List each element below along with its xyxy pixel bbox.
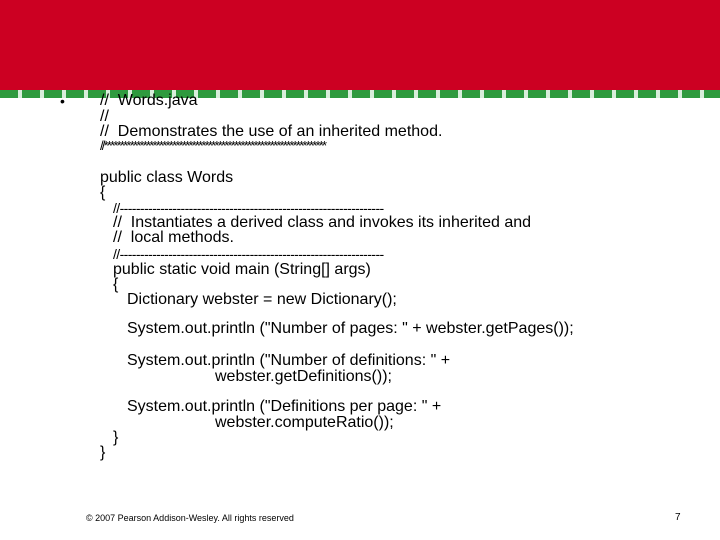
code-line: System.out.println ("Number of definitions: " +	[127, 352, 451, 369]
code-line: System.out.println ("Number of pages: " + webster.getPages());	[127, 320, 574, 337]
page-number: 7	[675, 512, 681, 523]
code-line: // Instantiates a derived class and invokes its inherited and	[113, 214, 532, 231]
code-line: //	[100, 108, 109, 125]
code-line: // Words.java	[100, 92, 198, 109]
bullet-marker: •	[60, 93, 65, 109]
code-line: public class Words	[100, 169, 234, 186]
code-line: webster.computeRatio());	[215, 414, 394, 431]
code-line: //-----------------------------------------------------------------	[113, 246, 384, 262]
code-line: }	[100, 444, 106, 461]
title-header-band	[0, 0, 720, 90]
code-line: webster.getDefinitions());	[215, 368, 392, 385]
code-line: Dictionary webster = new Dictionary();	[127, 291, 397, 308]
code-line: //-----------------------------------------------------------------	[113, 200, 384, 216]
code-line: // Demonstrates the use of an inherited method.	[100, 123, 443, 140]
code-line: public static void main (String[] args)	[113, 261, 371, 278]
code-line: {	[113, 276, 119, 293]
code-line: System.out.println ("Definitions per page: " +	[127, 398, 442, 415]
code-line: }	[113, 429, 119, 446]
code-line: {	[100, 184, 106, 201]
code-line: //********************************************************************	[100, 138, 326, 153]
code-line: // local methods.	[113, 229, 234, 246]
copyright-notice: © 2007 Pearson Addison-Wesley. All rights reserved	[86, 513, 294, 523]
